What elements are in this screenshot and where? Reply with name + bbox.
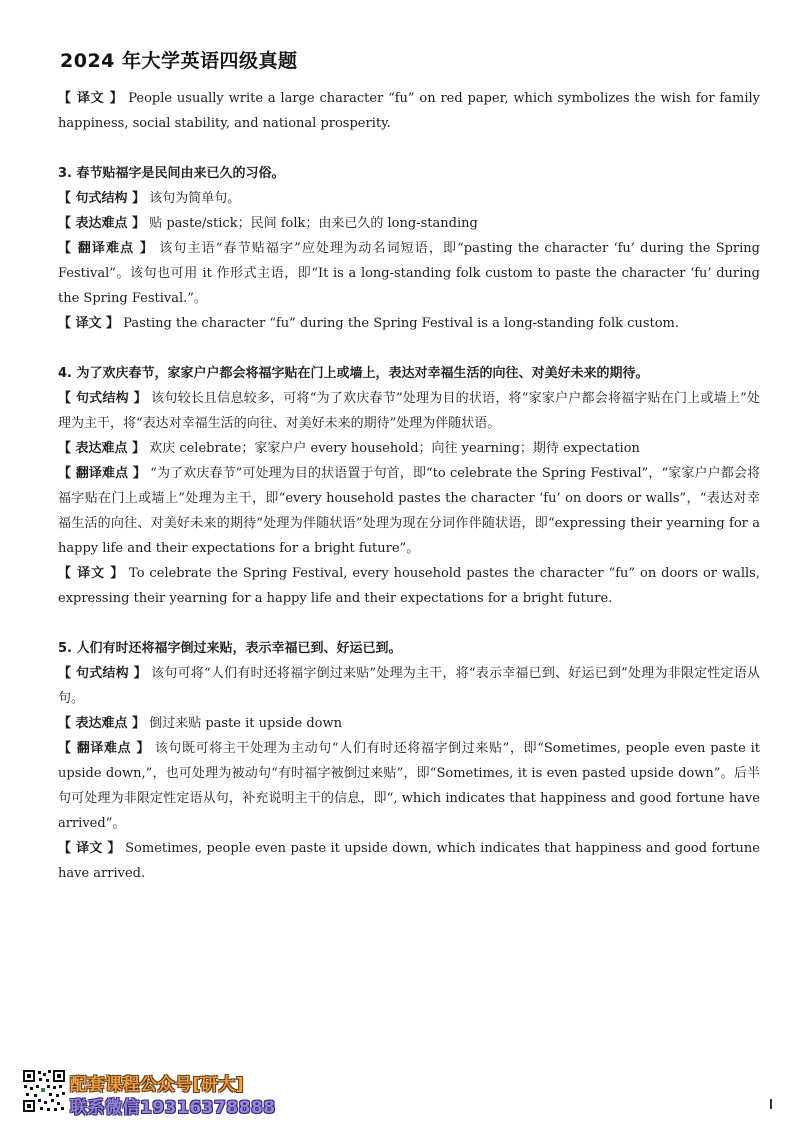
- label-structure: 【 句式结构 】: [58, 391, 147, 406]
- label-structure: 【 句式结构 】: [58, 191, 146, 206]
- label-difficulty: 【 表达难点 】: [58, 216, 146, 231]
- translation-text: Pasting the character “fu” during the Spring Festival is a long-standing folk custom.: [123, 316, 680, 331]
- translation: [58, 836, 760, 886]
- question-title: 4. 为了欢庆春节，家家户户都会将福字贴在门上或墙上，表达对幸福生活的向往、对美好未来的期待。: [58, 366, 649, 381]
- difficulty-text: 欢庆 celebrate；家家户户 every household；向往 yearning；期待 expectation: [149, 441, 640, 456]
- page-corner-mark: [770, 1099, 772, 1109]
- difficulty-text: 贴 paste/stick；民间 folk；由来已久的 long-standing: [149, 216, 478, 231]
- label-translation-difficulty: 【 翻译难点 】: [58, 741, 151, 756]
- structure-text: 该句可将“人们有时还将福字倒过来贴”处理为主干，将“表示幸福已到、好运已到”处理为非限定性定语从句。: [58, 666, 760, 706]
- difficulty-text: 倒过来贴 paste it upside down: [149, 716, 342, 731]
- translation-difficulty: [58, 236, 760, 311]
- translation-difficulty-text: “为了欢庆春节”可处理为目的状语置于句首，即“to celebrate the Spring Festival”，“家家户户都会将福字贴在门上或墙上”处理为主干，即“every household pastes the character ‘fu’ on doors or walls”，“表达对幸福生活的向往、对美好未来的期待”处理为伴随状语”处理为现在分词作伴随状语，即“expressing their yearning for a happy life and their expectations for a bright future”。: [58, 466, 760, 556]
- promo-line-wechat-contact: 联系微信19316378888: [70, 1098, 276, 1118]
- question-3: [58, 161, 760, 336]
- label-structure: 【 句式结构 】: [58, 666, 147, 681]
- sentence-structure: [58, 186, 760, 211]
- label-translation: 【 译文 】: [58, 91, 124, 106]
- translation-difficulty: [58, 461, 760, 561]
- label-difficulty: 【 表达难点 】: [58, 441, 146, 456]
- document-body: [58, 86, 760, 886]
- expression-difficulty: [58, 211, 760, 236]
- label-translation: 【 译文 】: [58, 566, 125, 581]
- intro-translation-text: People usually write a large character “fu” on red paper, which symbolizes the wish for family happiness, social stability, and national prosperity.: [58, 91, 760, 131]
- translation-text: To celebrate the Spring Festival, every household pastes the character “fu” on doors or walls, expressing their yearning for a happy life and their expectations for a bright future.: [58, 566, 760, 606]
- intro-translation: [58, 86, 760, 136]
- question-5: [58, 636, 760, 886]
- label-difficulty: 【 表达难点 】: [58, 716, 146, 731]
- label-translation-difficulty: 【 翻译难点 】: [58, 241, 154, 256]
- label-translation-difficulty: 【 翻译难点 】: [58, 466, 146, 481]
- translation-difficulty-text: 该句主语“春节贴福字”应处理为动名词短语，即“pasting the character ‘fu’ during the Spring Festival”。该句也可用 it 作形式主语，即“It is a long-standing folk custom to paste the character ‘fu’ during the Spring Festival.”。: [58, 241, 760, 306]
- expression-difficulty: [58, 436, 760, 461]
- question-title: 5. 人们有时还将福字倒过来贴，表示幸福已到、好运已到。: [58, 641, 402, 656]
- translation: [58, 311, 760, 336]
- translation-difficulty-text: 该句既可将主干处理为主动句“人们有时还将福字倒过来贴”，即“Sometimes, people even paste it upside down,”，也可处理为被动句“有时福字被倒过来贴”，即“Sometimes, it is even pasted upside down”。后半句可处理为非限定性定语从句，补充说明主干的信息，即“, which indicates that happiness and good fortune have arrived”。: [58, 741, 760, 831]
- translation-difficulty: [58, 736, 760, 836]
- structure-text: 该句较长且信息较多，可将“为了欢庆春节”处理为目的状语，将“家家户户都会将福字贴在门上或墙上”处理为主干，将“表达对幸福生活的向往、对美好未来的期待”处理为伴随状语。: [58, 391, 760, 431]
- promo-footer: [22, 1069, 322, 1117]
- promo-line-official-account: 配套课程公众号[研大]: [70, 1075, 245, 1095]
- page-title: 2024 年大学英语四级真题: [60, 50, 298, 72]
- translation: [58, 561, 760, 611]
- sentence-structure: [58, 661, 760, 711]
- translation-text: Sometimes, people even paste it upside down, which indicates that happiness and good fortune have arrived.: [58, 841, 760, 881]
- expression-difficulty: [58, 711, 760, 736]
- label-translation: 【 译文 】: [58, 841, 121, 856]
- sentence-structure: [58, 386, 760, 436]
- label-translation: 【 译文 】: [58, 316, 120, 331]
- question-title: 3. 春节贴福字是民间由来已久的习俗。: [58, 166, 285, 181]
- question-4: [58, 361, 760, 611]
- qr-code-icon[interactable]: [22, 1069, 66, 1113]
- structure-text: 该句为简单句。: [149, 191, 241, 206]
